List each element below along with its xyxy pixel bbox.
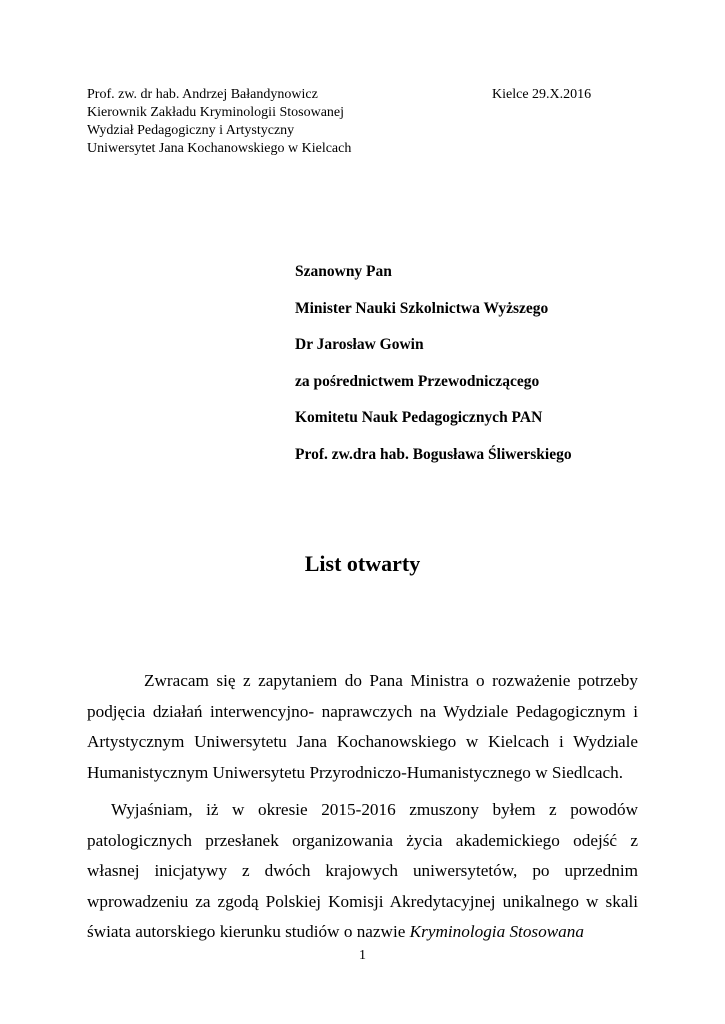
recipient-committee: Komitetu Nauk Pedagogicznych PAN [295, 409, 543, 426]
recipient-salutation: Szanowny Pan [295, 263, 392, 280]
recipient-via: za pośrednictwem Przewodniczącego [295, 372, 540, 390]
sender-block [87, 86, 351, 158]
sender-faculty: Wydział Pedagogiczny i Artystyczny [87, 123, 295, 138]
body-paragraph-text: Wyjaśniam, iż w okresie 2015-2016 zmuszony byłem z powodów patologicznych przesłanek organizowania życia akademickiego odejść z własnej inicjatywy z dwóch krajowych uniwersytetów, po uprzednim wprowadzeniu za zgodą Polskiej Komisji Akredytacyjnej unikalnego w skali świata autorskiego kierunku studiów o nazwie [87, 800, 638, 941]
sender-name: Prof. zw. dr hab. Andrzej Bałandynowicz [87, 87, 318, 102]
letter-body [87, 666, 638, 948]
sender-position: Kierownik Zakładu Kryminologii Stosowanej [87, 105, 345, 120]
letter-date: Kielce 29.X.2016 [492, 87, 592, 102]
letter-title: List otwarty [304, 551, 421, 576]
recipient-block [295, 262, 572, 481]
body-paragraph: Zwracam się z zapytaniem do Pana Ministra o rozważenie potrzeby podjęcia działań interwencyjno- naprawczych na Wydziale Pedagogicznym i Artystycznym Uniwersytetu Jana Kochanowskiego w Kielcach i Wydziale Humanistycznym Uniwersytetu Przyrodniczo-Humanistycznego w Siedlcach. [87, 671, 638, 782]
program-name: Kryminologia Stosowana [409, 922, 584, 941]
sender-university: Uniwersytet Jana Kochanowskiego w Kielcach [87, 141, 352, 156]
recipient-title: Minister Nauki Szkolnictwa Wyższego [295, 299, 549, 317]
recipient-chair-name: Prof. zw.dra hab. Bogusława Śliwerskiego [295, 445, 572, 463]
page-number: 1 [359, 948, 366, 963]
recipient-name: Dr Jarosław Gowin [295, 336, 424, 353]
body-paragraph [87, 795, 638, 948]
